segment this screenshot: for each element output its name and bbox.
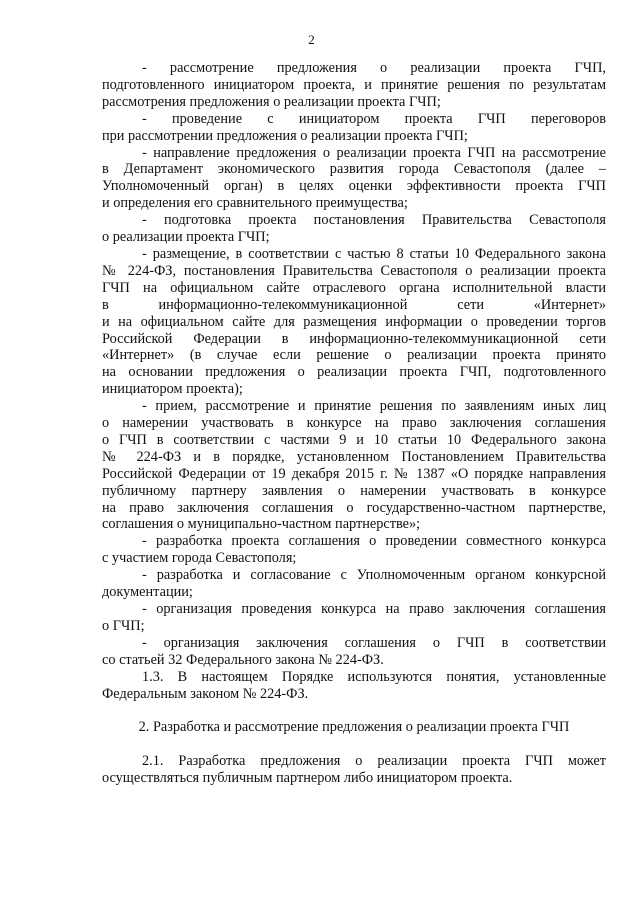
text-line: и на официальном сайте для размещения информации о проведении торгов [102,313,606,330]
text-line: с участием города Севастополя; [102,550,297,567]
text-line: в Департамент экономического развития города Севастополя (далее – [102,161,606,178]
text-line: Российской Федерации от 19 декабря 2015 г. № 1387 «О порядке направления [102,465,606,482]
text-line: - направление предложения о реализации проекта ГЧП на рассмотрение [142,144,606,161]
text-line: - проведение с инициатором проекта ГЧП переговоров [142,110,606,127]
text-line: - разработка и согласование с Уполномоченным органом конкурсной [142,567,606,584]
text-line: Федеральным законом № 224-ФЗ. [102,685,309,702]
text-line: Российской Федерации в информационно-телекоммуникационной сети [102,330,606,347]
text-line: на право заключения соглашения о государственно-частном партнерстве, [102,499,606,516]
section-heading: 2. Разработка и рассмотрение предложения о реализации проекта ГЧП [138,719,570,736]
text-line: о ГЧП в соответствии с частями 9 и 10 статьи 10 Федерального закона [102,431,606,448]
text-line: осуществляться публичным партнером либо инициатором проекта. [102,770,513,787]
text-line: на основании предложения о реализации проекта ГЧП, подготовленного [102,364,606,381]
text-line: в информационно-телекоммуникационной сети «Интернет» [102,296,606,313]
page-number: 2 [308,32,315,47]
text-line: соглашения о муниципально-частном партнерстве»; [102,516,421,533]
text-line: при рассмотрении предложения о реализации проекта ГЧП; [102,127,468,144]
text-line: 2.1. Разработка предложения о реализации проекта ГЧП может [142,753,606,770]
text-line: публичному партнеру заявления о намерении участвовать в конкурсе [102,482,606,499]
text-line: - рассмотрение предложения о реализации проекта ГЧП, [142,60,606,76]
text-line: рассмотрения предложения о реализации проекта ГЧП; [102,93,441,110]
text-line: «Интернет» (в случае если решение о реализации проекта принято [102,347,606,364]
text-line: - организация проведения конкурса на право заключения соглашения [142,601,606,617]
text-line: - размещение, в соответствии с частью 8 статьи 10 Федерального закона [142,245,606,262]
text-line: - разработка проекта соглашения о проведении совместного конкурса [142,533,606,550]
text-line: ГЧП на официальном сайте отраслевого органа исполнительной власти [102,279,606,296]
text-line: - организация заключения соглашения о ГЧП в соответствии [142,634,606,651]
text-line: Уполномоченный орган) в целях оценки эффективности проекта ГЧП [102,178,606,195]
text-line: - прием, рассмотрение и принятие решения по заявлениям иных лиц [142,398,606,415]
text-line: и определения его сравнительного преимущества; [102,195,408,212]
text-line: - подготовка проекта постановления Правительства Севастополя [142,212,606,229]
text-line: о реализации проекта ГЧП; [102,229,270,246]
text-line: № 224-ФЗ, постановления Правительства Севастополя о реализации проекта [102,262,606,279]
text-line: о намерении участвовать в конкурсе на право заключения соглашения [102,415,606,432]
text-line: подготовленного инициатором проекта, и принятие решения по результатам [102,76,606,93]
document-body [102,60,606,787]
text-line: документации; [102,584,193,601]
text-line: о ГЧП; [102,617,145,634]
text-line: 1.3. В настоящем Порядке используются понятия, установленные [142,668,606,685]
text-line: инициатором проекта); [102,381,243,398]
text-line: № 224-ФЗ и в порядке, установленном Постановлением Правительства [102,448,606,465]
text-line: со статьей 32 Федерального закона № 224-ФЗ. [102,651,384,668]
